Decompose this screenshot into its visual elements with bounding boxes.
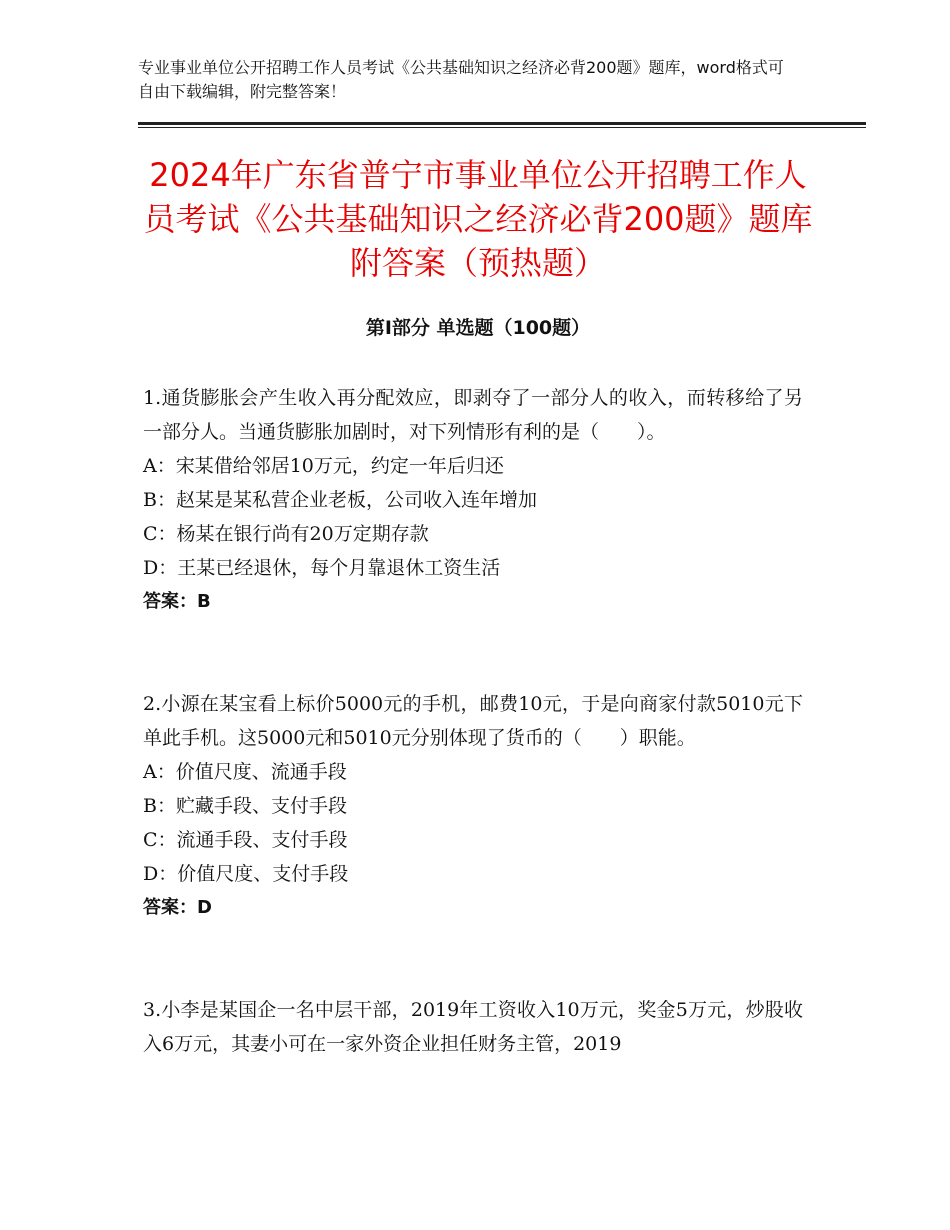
answer-line: 答案：B <box>143 591 211 612</box>
header-rule-thin <box>138 127 866 128</box>
document-title: 2024年广东省普宁市事业单位公开招聘工作人员考试《公共基础知识之经济必背200题》题库附答案（预热题） <box>143 156 813 282</box>
option-c: C：杨某在银行尚有20万定期存款 <box>143 523 429 545</box>
option-d: D：价值尺度、支付手段 <box>143 863 349 885</box>
option-b: B：赵某是某私营企业老板，公司收入连年增加 <box>143 489 537 511</box>
option-d: D：王某已经退休，每个月靠退休工资生活 <box>143 557 501 579</box>
section-heading: 第Ⅰ部分 单选题（100题） <box>365 317 591 339</box>
option-a: A：宋某借给邻居10万元，约定一年后归还 <box>143 455 504 477</box>
question-3 <box>143 993 803 1061</box>
option-b: B：贮藏手段、支付手段 <box>143 795 347 817</box>
question-stem: 3.小李是某国企一名中层干部，2019年工资收入10万元，奖金5万元，炒股收入6万元，其妻小可在一家外资企业担任财务主管，2019 <box>143 999 803 1055</box>
header-note: 专业事业单位公开招聘工作人员考试《公共基础知识之经济必背200题》题库，word格式可自由下载编辑，附完整答案！ <box>138 58 784 101</box>
question-stem: 2.小源在某宝看上标价5000元的手机，邮费10元，于是向商家付款5010元下单此手机。这5000元和5010元分别体现了货币的（ ）职能。 <box>143 693 803 749</box>
option-a: A：价值尺度、流通手段 <box>143 761 347 783</box>
question-1 <box>143 381 803 619</box>
answer-line: 答案：D <box>143 897 212 918</box>
option-c: C：流通手段、支付手段 <box>143 829 348 851</box>
question-2 <box>143 687 803 925</box>
header-rule-thick <box>138 122 866 125</box>
question-stem: 1.通货膨胀会产生收入再分配效应，即剥夺了一部分人的收入，而转移给了另一部分人。当通货膨胀加剧时，对下列情形有利的是（ ）。 <box>143 387 803 443</box>
